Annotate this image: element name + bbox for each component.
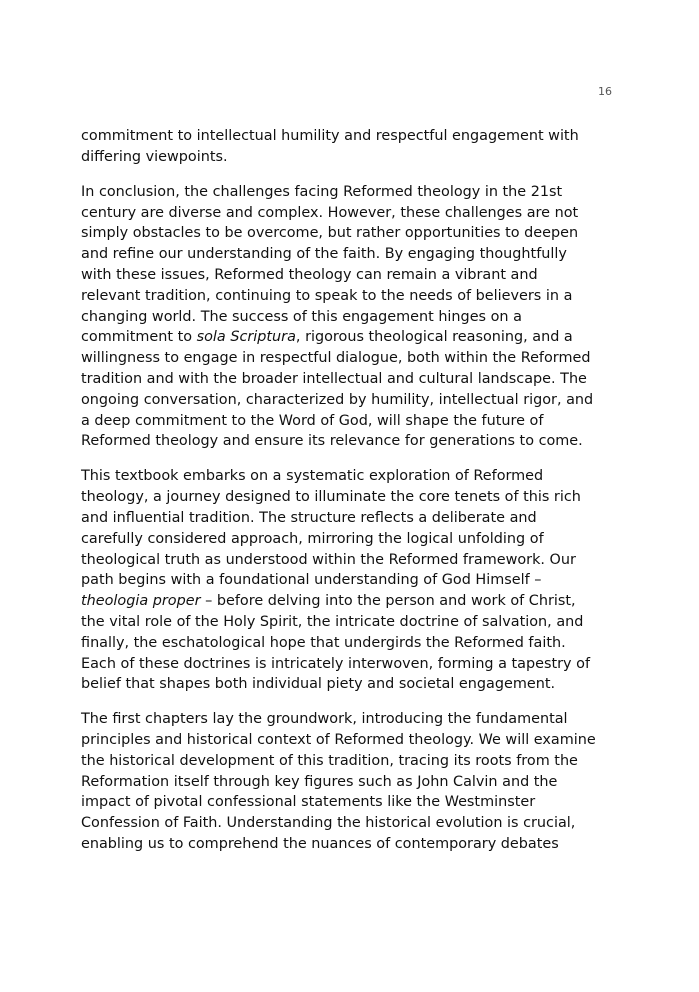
text-line: commitment to intellectual humility and respectful engagement with [81, 128, 579, 144]
text-line: with these issues, Reformed theology can remain a vibrant and [81, 266, 538, 283]
text-line [81, 591, 641, 612]
text-line [81, 327, 641, 348]
italic-term: theologia proper [81, 593, 201, 610]
text-line: and refine our understanding of the faith. By engaging thoughtfully [81, 246, 567, 263]
text-line: changing world. The success of this engagement hinges on a [81, 308, 522, 325]
text-line: theology, a journey designed to illuminate the core tenets of this rich [81, 489, 581, 506]
text-line: impact of pivotal confessional statements like the Westminster [81, 794, 536, 811]
page-body [81, 126, 641, 869]
text-line: Each of these doctrines is intricately interwoven, forming a tapestry of [81, 655, 591, 672]
text-line: belief that shapes both individual piety and societal engagement. [81, 676, 556, 693]
text-line: Reformed theology and ensure its relevance for generations to come. [81, 433, 583, 450]
text-line: the vital role of the Holy Spirit, the intricate doctrine of salvation, and [81, 613, 584, 630]
paragraph [81, 709, 641, 855]
text-line: differing viewpoints. [81, 148, 228, 165]
text-line: theological truth as understood within the Reformed framework. Our [81, 551, 576, 568]
text-segment: , rigorous theological reasoning, and a [295, 329, 573, 346]
text-line: enabling us to comprehend the nuances of contemporary debates [81, 836, 559, 853]
text-line: The first chapters lay the groundwork, introducing the fundamental [81, 711, 568, 728]
text-line: In conclusion, the challenges facing Reformed theology in the 21st [81, 183, 563, 200]
text-line: the historical development of this tradition, tracing its roots from the [81, 752, 578, 769]
text-line: willingness to engage in respectful dialogue, both within the Reformed [81, 350, 591, 367]
text-line: simply obstacles to be overcome, but rather opportunities to deepen [81, 225, 579, 242]
text-line: path begins with a foundational understanding of God Himself – [81, 572, 542, 589]
text-segment: – before delving into the person and work of Christ, [200, 593, 576, 610]
paragraph [81, 182, 641, 452]
text-segment: commitment to [81, 329, 197, 346]
text-line: ongoing conversation, characterized by humility, intellectual rigor, and [81, 391, 594, 408]
text-line: century are diverse and complex. However, these challenges are not [81, 204, 579, 221]
italic-term: sola Scriptura [196, 329, 296, 346]
text-line: carefully considered approach, mirroring the logical unfolding of [81, 530, 544, 547]
text-line: This textbook embarks on a systematic exploration of Reformed [81, 468, 544, 485]
paragraph [81, 126, 641, 168]
text-line: and influential tradition. The structure reflects a deliberate and [81, 509, 537, 526]
text-line: tradition and with the broader intellectual and cultural landscape. The [81, 370, 587, 387]
text-line: principles and historical context of Reformed theology. We will examine [81, 732, 596, 749]
text-line: finally, the eschatological hope that undergirds the Reformed faith. [81, 634, 566, 651]
paragraph [81, 466, 641, 695]
text-line: a deep commitment to the Word of God, will shape the future of [81, 412, 544, 429]
text-line: relevant tradition, continuing to speak to the needs of believers in a [81, 287, 573, 304]
text-line: Reformation itself through key figures such as John Calvin and the [81, 773, 558, 790]
page-number: 16 [598, 85, 612, 98]
text-line: Confession of Faith. Understanding the historical evolution is crucial, [81, 815, 576, 832]
